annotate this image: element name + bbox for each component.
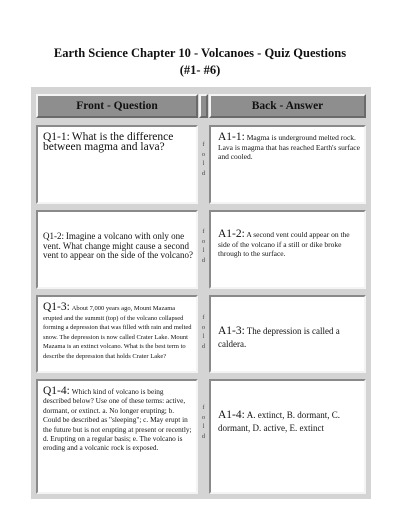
title-line-1: Earth Science Chapter 10 - Volcanoes - Quiz Questions <box>53 46 347 60</box>
fold-letter: d <box>201 256 206 264</box>
card-3-question <box>36 295 198 373</box>
card-4-answer-text: A. extinct, B. dormant, C. dormant, D. active, E. extinct <box>218 410 340 433</box>
header-fold-spacer <box>199 94 208 118</box>
card-3-answer-text: The depression is called a caldera. <box>218 326 340 349</box>
card-3-question-text: About 7,000 years ago, Mount Mazama erupted and the summit (top) of the volcano collapsed forming a depression that was filled with rain and melted snow. The depression is now called Crater Lake. Mount Mazama is an extinct volcano. What is the best term to describe the depression that holds Crater Lake? <box>43 305 192 360</box>
card-3-question-number: Q1-3: <box>43 301 70 313</box>
fold-letter: l <box>202 333 205 340</box>
card-4-fold-label <box>199 403 208 441</box>
header-back-answer: Back - Answer <box>209 94 366 118</box>
fold-letter: d <box>201 169 206 177</box>
fold-letter: l <box>202 423 205 430</box>
card-1-question <box>36 125 198 204</box>
fold-letter: f <box>202 228 205 235</box>
card-2-question-text: Imagine a volcano with only one vent. What change might cause a second vent to appear on the side of the volcano? <box>43 231 193 261</box>
card-4-question-text: Which kind of volcano is being described below? Use one of these terms: active, dormant, or extinct. a. No longer erupting; b. Could be described as "sleeping"; c. May erupt in the future but is not erupting at present or recently; d. Erupting on a regular basis; e. The volcano is eroding and a volcanic rock is exposed. <box>43 387 192 453</box>
card-2-question <box>36 210 198 289</box>
card-4-question-number: Q1-4: <box>43 385 70 397</box>
fold-letter: l <box>202 247 205 254</box>
fold-letter: l <box>202 160 205 167</box>
card-4-answer <box>209 379 366 494</box>
fold-letter: d <box>201 432 206 440</box>
card-2-answer <box>209 210 366 289</box>
fold-letter: o <box>201 150 206 158</box>
header-front-question: Front - Question <box>36 94 198 118</box>
card-1-question-text: What is the difference between magma and lava? <box>43 131 174 153</box>
card-2-answer-text: A second vent could appear on the side of the volcano if a still or dike broke through to the surface. <box>218 230 350 259</box>
card-3-fold-label <box>199 313 208 351</box>
card-4-answer-number: A1-4: <box>218 409 245 421</box>
card-1-answer <box>209 125 366 204</box>
quiz-table <box>31 87 371 499</box>
page-title <box>0 45 400 79</box>
card-1-fold-label <box>199 140 208 178</box>
card-3-answer-number: A1-3: <box>218 325 245 337</box>
fold-letter: f <box>202 314 205 321</box>
fold-letter: o <box>201 413 206 421</box>
card-1-answer-text: Magma is underground melted rock. Lava is magma that has reached Earth's surface and cooled. <box>218 133 360 162</box>
card-3-answer <box>209 295 366 373</box>
fold-letter: f <box>202 141 205 148</box>
card-4-question <box>36 379 198 494</box>
card-2-answer-number: A1-2: <box>218 228 245 240</box>
card-2-fold-label <box>199 227 208 265</box>
fold-letter: o <box>201 323 206 331</box>
fold-letter: f <box>202 404 205 411</box>
card-2-question-number: Q1-2: <box>43 231 64 241</box>
fold-letter: o <box>201 237 206 245</box>
card-1-answer-number: A1-1: <box>218 131 245 143</box>
title-line-2: (#1- #6) <box>179 63 221 77</box>
card-1-question-number: Q1-1: <box>43 131 70 143</box>
fold-letter: d <box>201 342 206 350</box>
